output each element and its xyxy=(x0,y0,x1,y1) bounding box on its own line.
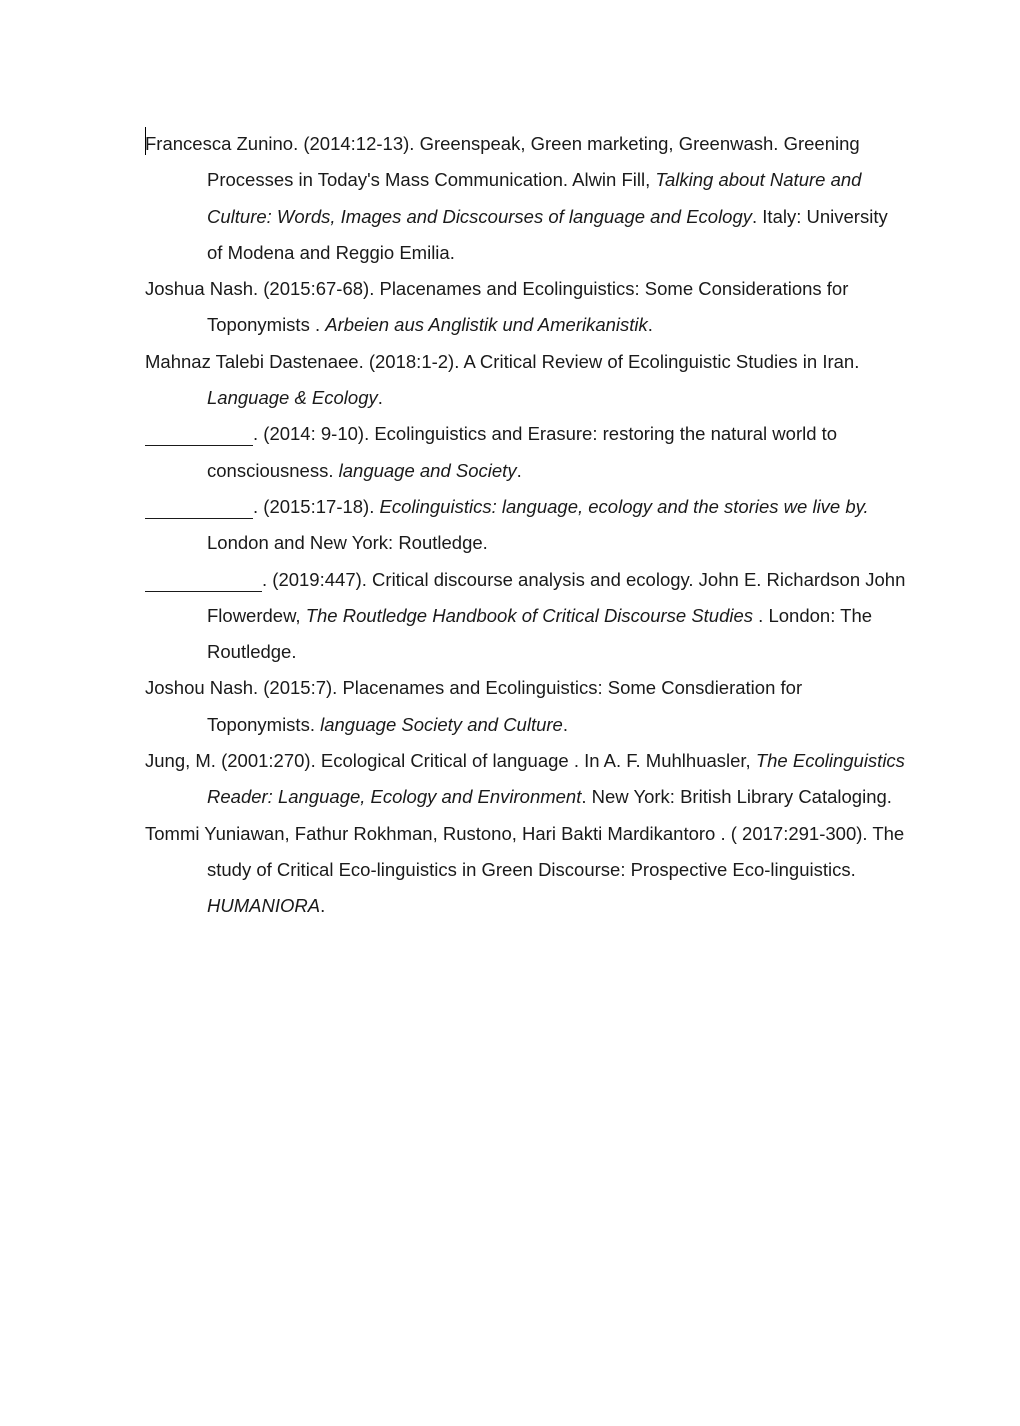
reference-text: . London: The Routledge. xyxy=(207,604,873,663)
reference-title: Ecolinguistics: language, ecology and the stories we live by. xyxy=(379,495,869,517)
reference-text: . xyxy=(377,387,383,409)
reference-title: Talking about Nature and Culture: Words, Images and Dicscourses of language and Ecology xyxy=(207,169,862,227)
reference-text: Joshou Nash. (2015:7). Placenames and Ecolinguistics: Some Consdieration for Toponymists. xyxy=(145,677,803,735)
reference-entry xyxy=(145,670,907,743)
reference-title: Language & Ecology xyxy=(207,387,378,409)
reference-title: Arbeien aus Anglistik und Amerikanistik xyxy=(325,314,648,336)
reference-text: . (2015:17-18). xyxy=(253,495,380,517)
reference-entry xyxy=(145,126,907,271)
reference-text: . New York: British Library Cataloging. xyxy=(581,786,892,808)
reference-entry xyxy=(145,416,907,489)
reference-title: The Routledge Handbook of Critical Discourse Studies xyxy=(305,604,754,626)
reference-text: . xyxy=(516,459,522,481)
reference-text: . Italy: University of Modena and Reggio Emilia. xyxy=(207,205,888,263)
reference-entry xyxy=(145,344,907,417)
reference-text: . (2014: 9-10). Ecolinguistics and Erasure: restoring the natural world to consciousness. xyxy=(207,423,838,481)
reference-text: . xyxy=(320,895,326,917)
reference-text: . xyxy=(562,713,568,735)
reference-list xyxy=(145,126,907,925)
reference-entry xyxy=(145,562,907,671)
reference-text: Francesca Zunino. (2014:12-13). Greenspeak, Green marketing, Greenwash. Greening Processes in Today's Mass Communication. Alwin Fill, xyxy=(145,133,860,191)
author-repeat-line xyxy=(145,569,262,592)
reference-text: Mahnaz Talebi Dastenaee. (2018:1-2). A Critical Review of Ecolinguistic Studies in Iran. xyxy=(145,350,860,372)
reference-text: . (2019:447). Critical discourse analysis and ecology. John E. Richardson John Flowerdew, xyxy=(207,568,906,626)
reference-entry xyxy=(145,271,907,344)
reference-text: Jung, M. (2001:270). Ecological Critical of language . In A. F. Muhlhuasler, xyxy=(145,750,756,772)
author-repeat-line xyxy=(145,423,253,446)
reference-text: . xyxy=(647,314,653,336)
reference-entry xyxy=(145,489,907,562)
reference-title: language Society and Culture xyxy=(320,713,563,735)
reference-text: London and New York: Routledge. xyxy=(207,532,488,554)
reference-text: Joshua Nash. (2015:67-68). Placenames and Ecolinguistics: Some Considerations for Toponymists . xyxy=(145,278,849,336)
reference-text: Tommi Yuniawan, Fathur Rokhman, Rustono, Hari Bakti Mardikantoro . ( 2017:291-300). The study of Critical Eco-linguistics in Green Discourse: Prospective Eco-linguistics. xyxy=(145,822,905,880)
author-repeat-line xyxy=(145,496,253,519)
reference-title: HUMANIORA xyxy=(207,895,321,917)
reference-entry xyxy=(145,816,907,925)
reference-title: The Ecolinguistics Reader: Language, Ecology and Environment xyxy=(207,750,905,808)
reference-entry xyxy=(145,743,907,816)
reference-title: language and Society xyxy=(338,459,517,481)
